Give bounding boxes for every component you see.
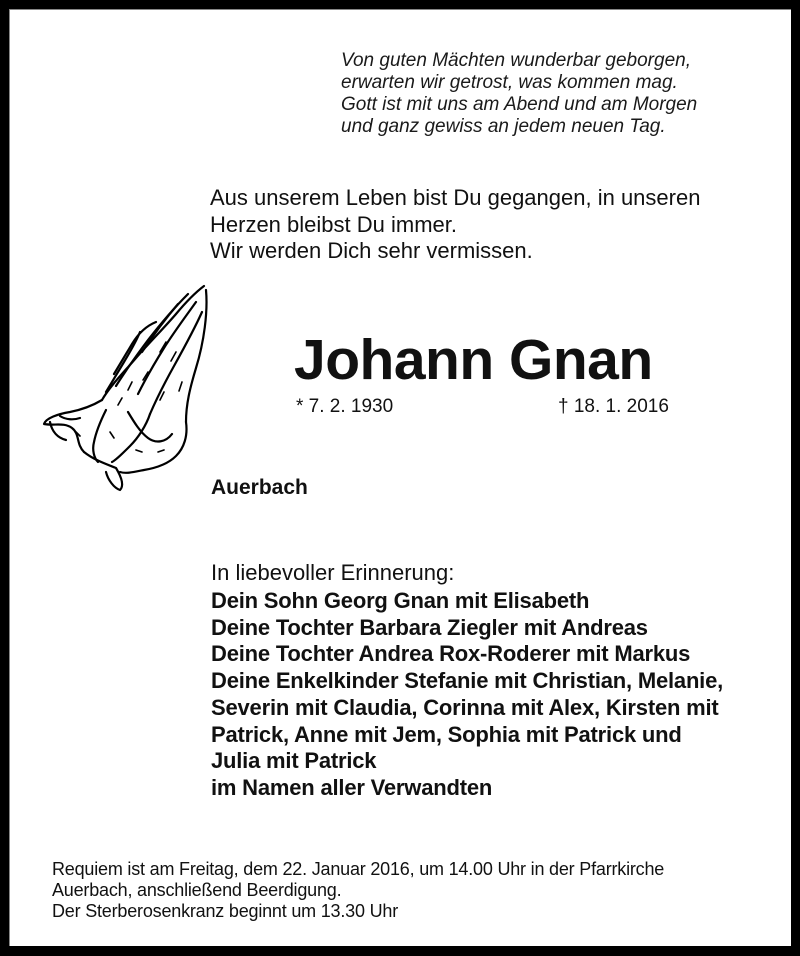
poem-line: und ganz gewiss an jedem neuen Tag. [341, 116, 666, 137]
mourner-line: Patrick, Anne mit Jem, Sophia mit Patrick und [211, 721, 682, 747]
service-line: Requiem ist am Freitag, dem 22. Januar 2016, um 14.00 Uhr in der Pfarrkirche [52, 859, 665, 879]
poem-line: Gott ist mit uns am Abend und am Morgen [341, 94, 698, 115]
service-line: Der Sterberosenkranz beginnt um 13.30 Uhr [52, 901, 398, 921]
poem-verse [341, 50, 697, 138]
birth-date: * 7. 2. 1930 [296, 396, 394, 417]
memory-heading: In liebevoller Erinnerung: [211, 560, 455, 585]
mourner-line: Severin mit Claudia, Corinna mit Alex, Kirsten mit [211, 694, 719, 720]
praying-hands-icon [36, 282, 216, 492]
mourner-line: Deine Tochter Andrea Rox-Roderer mit Markus [211, 641, 691, 667]
mourner-line: Deine Tochter Barbara Ziegler mit Andreas [211, 614, 648, 640]
intro-text [210, 185, 700, 265]
deceased-name: Johann Gnan [294, 328, 653, 392]
hometown: Auerbach [211, 476, 308, 499]
poem-line: Von guten Mächten wunderbar geborgen, [341, 50, 691, 71]
intro-line: Aus unserem Leben bist Du gegangen, in unseren [210, 185, 701, 210]
service-info [52, 859, 664, 922]
intro-line: Wir werden Dich sehr vermissen. [210, 238, 533, 263]
mourner-line: Dein Sohn Georg Gnan mit Elisabeth [211, 588, 590, 613]
obituary-notice [9, 9, 791, 946]
mourner-line: Julia mit Patrick [211, 748, 377, 774]
mourners-list [211, 588, 723, 802]
death-date: † 18. 1. 2016 [558, 396, 669, 417]
service-line: Auerbach, anschließend Beerdigung. [52, 880, 342, 900]
mourner-line: im Namen aller Verwandten [211, 774, 493, 800]
intro-line: Herzen bleibst Du immer. [210, 211, 457, 237]
poem-line: erwarten wir getrost, was kommen mag. [341, 72, 678, 93]
mourner-line: Deine Enkelkinder Stefanie mit Christian, Melanie, [211, 668, 724, 694]
